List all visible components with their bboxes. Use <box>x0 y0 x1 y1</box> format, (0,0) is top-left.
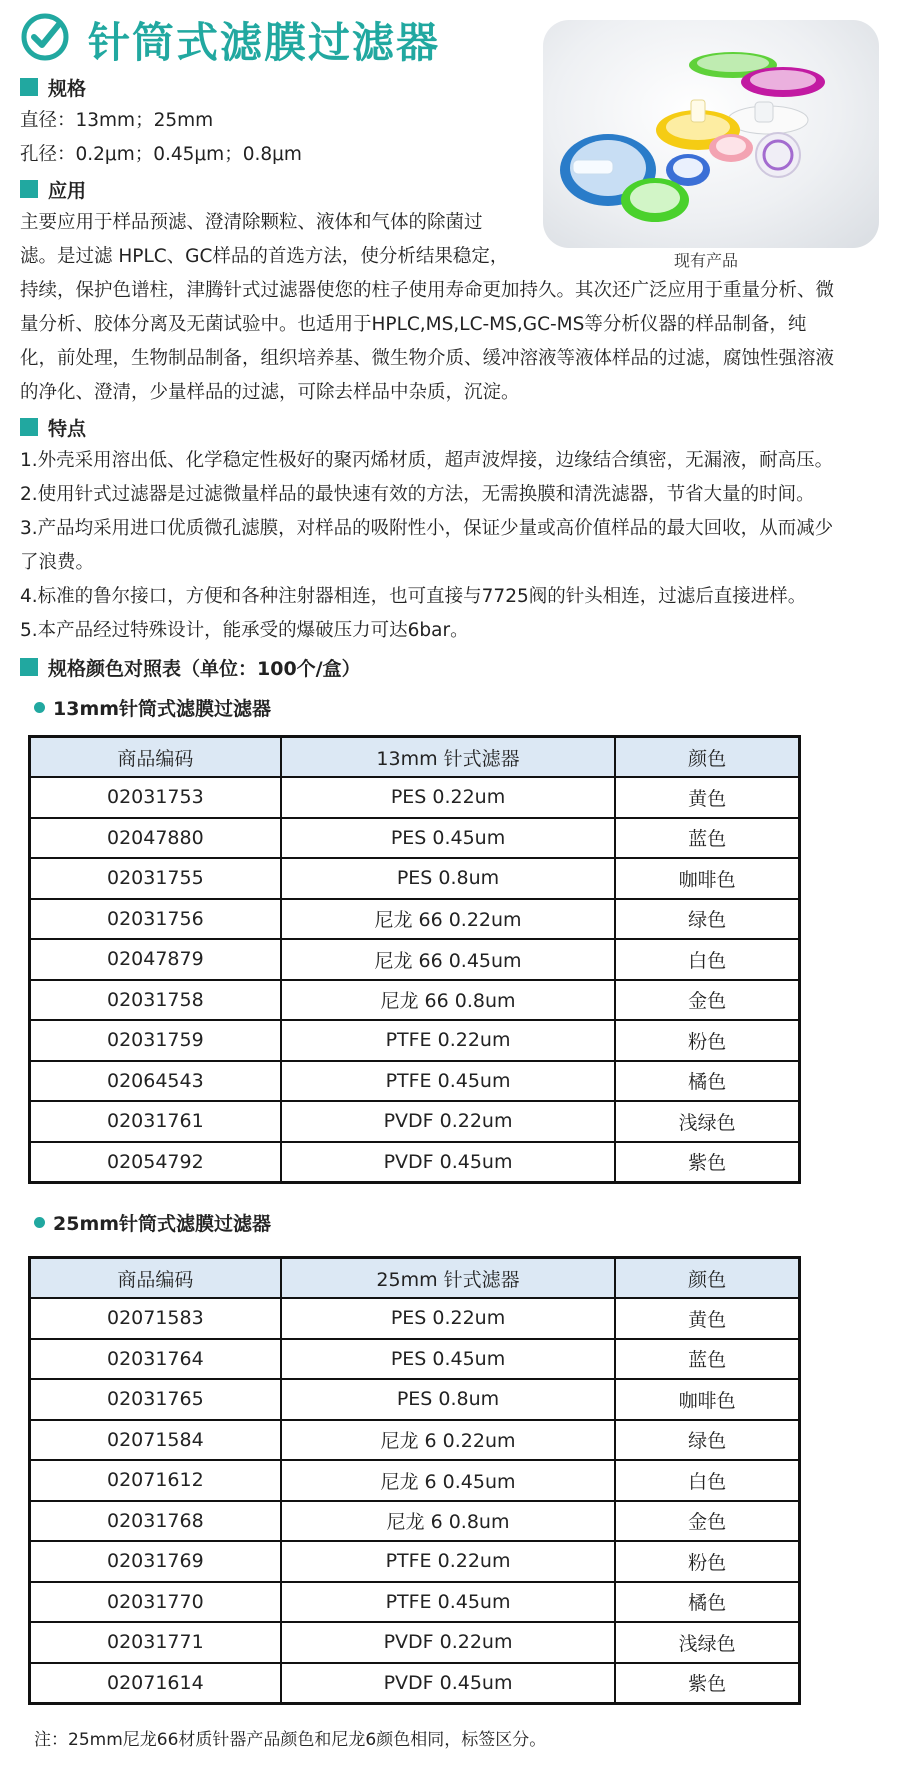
spec-line-diameter: 直径：13mm；25mm <box>20 110 214 131</box>
cell-code: 02031765 <box>30 1379 281 1420</box>
cell-color: 咖啡色 <box>615 858 799 899</box>
header-color: 颜色 <box>615 737 799 778</box>
spec-text <box>20 104 302 172</box>
application-heading: 应用 <box>20 172 86 206</box>
application-line: 持续，保护色谱柱，津腾针式过滤器使您的柱子使用寿命更加持久。其次还广泛应用于重量分析、微 <box>20 280 835 301</box>
cell-filter: 尼龙 6 0.22um <box>281 1420 616 1461</box>
square-bullet-icon <box>20 78 38 96</box>
cell-code: 02031768 <box>30 1501 281 1542</box>
cell-color: 紫色 <box>615 1663 799 1704</box>
table-row <box>30 1420 800 1461</box>
table13-title: 13mm针筒式滤膜过滤器 <box>34 690 271 724</box>
cell-code: 02054792 <box>30 1142 281 1183</box>
table-row <box>30 777 800 818</box>
table-13mm <box>28 735 801 1184</box>
feature-line: 2.使用针式过滤器是过滤微量样品的最快速有效的方法，无需换膜和清洗滤器，节省大量的时间。 <box>20 484 815 505</box>
cell-filter: PTFE 0.45um <box>281 1061 616 1102</box>
filter-white-image <box>728 102 808 134</box>
spec-heading: 规格 <box>20 70 86 104</box>
feature-line: 1.外壳采用溶出低、化学稳定性极好的聚丙烯材质，超声波焊接，边缘结合缜密，无漏液，耐高压。 <box>20 450 834 471</box>
table-row <box>30 899 800 940</box>
cell-filter: 尼龙 66 0.8um <box>281 980 616 1021</box>
feature-line: 了浪费。 <box>20 552 95 573</box>
cell-code: 02047880 <box>30 818 281 859</box>
cell-color: 蓝色 <box>615 1339 799 1380</box>
application-text <box>20 206 870 410</box>
filter-pink-image <box>709 134 753 162</box>
cell-filter: PES 0.22um <box>281 777 616 818</box>
cell-filter: PES 0.8um <box>281 1379 616 1420</box>
table-row <box>30 1501 800 1542</box>
page-title: 针筒式滤膜过滤器 <box>88 18 441 67</box>
cell-color: 浅绿色 <box>615 1101 799 1142</box>
cell-code: 02031771 <box>30 1622 281 1663</box>
header-filter: 25mm 针式滤器 <box>281 1258 616 1299</box>
application-line: 量分析、胶体分离及无菌试验中。也适用于HPLC,MS,LC-MS,GC-MS等分析仪器的样品制备，纯 <box>20 314 807 335</box>
cell-code: 02071614 <box>30 1663 281 1704</box>
cell-filter: PTFE 0.45um <box>281 1582 616 1623</box>
feature-line: 5.本产品经过特殊设计，能承受的爆破压力可达6bar。 <box>20 620 469 641</box>
table-row <box>30 1101 800 1142</box>
table-row <box>30 1541 800 1582</box>
cell-color: 橘色 <box>615 1061 799 1102</box>
table25-title: 25mm针筒式滤膜过滤器 <box>34 1205 271 1239</box>
cell-color: 蓝色 <box>615 818 799 859</box>
cell-color: 绿色 <box>615 899 799 940</box>
cell-code: 02031769 <box>30 1541 281 1582</box>
application-line: 主要应用于样品预滤、澄清除颗粒、液体和气体的除菌过 <box>20 212 483 233</box>
cell-color: 咖啡色 <box>615 1379 799 1420</box>
cell-filter: 尼龙 6 0.45um <box>281 1460 616 1501</box>
filter-magenta-image <box>741 67 825 97</box>
application-line: 化，前处理，生物制品制备，组织培养基、微生物介质、缓冲溶液等液体样品的过滤，腐蚀性强溶液 <box>20 348 835 369</box>
cell-filter: PES 0.22um <box>281 1298 616 1339</box>
cell-code: 02031770 <box>30 1582 281 1623</box>
cell-filter: PTFE 0.22um <box>281 1020 616 1061</box>
cell-filter: PVDF 0.22um <box>281 1101 616 1142</box>
color-table-heading: 规格颜色对照表（单位：100个/盒） <box>20 650 361 684</box>
table-row <box>30 980 800 1021</box>
cell-code: 02071583 <box>30 1298 281 1339</box>
footnote: 注：25mm尼龙66材质针器产品颜色和尼龙6颜色相同，标签区分。 <box>34 1730 547 1750</box>
cell-filter: 尼龙 66 0.45um <box>281 939 616 980</box>
cell-color: 橘色 <box>615 1582 799 1623</box>
table-row <box>30 858 800 899</box>
cell-code: 02031764 <box>30 1339 281 1380</box>
cell-code: 02031759 <box>30 1020 281 1061</box>
features-text <box>20 444 870 648</box>
table-row <box>30 1663 800 1704</box>
spec-line-pore: 孔径：0.2μm；0.45μm；0.8μm <box>20 144 302 165</box>
table-row <box>30 1582 800 1623</box>
table-row <box>30 1339 800 1380</box>
features-heading: 特点 <box>20 410 86 444</box>
table-row <box>30 1020 800 1061</box>
cell-color: 粉色 <box>615 1541 799 1582</box>
cell-filter: 尼龙 66 0.22um <box>281 899 616 940</box>
table-25mm <box>28 1256 801 1705</box>
table-row <box>30 939 800 980</box>
square-bullet-icon <box>20 180 38 198</box>
table-header-row <box>30 1258 800 1299</box>
feature-line: 4.标准的鲁尔接口，方便和各种注射器相连，也可直接与7725阀的针头相连，过滤后直接进样。 <box>20 586 807 607</box>
cell-color: 浅绿色 <box>615 1622 799 1663</box>
filter-clear-image <box>756 133 800 177</box>
cell-code: 02064543 <box>30 1061 281 1102</box>
table-row <box>30 1142 800 1183</box>
cell-filter: PES 0.45um <box>281 1339 616 1380</box>
header-code: 商品编码 <box>30 1258 281 1299</box>
application-line: 滤。是过滤 HPLC、GC样品的首选方法，使分析结果稳定， <box>20 246 509 267</box>
cell-code: 02071584 <box>30 1420 281 1461</box>
table-row <box>30 1622 800 1663</box>
cell-color: 白色 <box>615 939 799 980</box>
cell-filter: PVDF 0.45um <box>281 1142 616 1183</box>
table-row <box>30 1061 800 1102</box>
cell-code: 02031755 <box>30 858 281 899</box>
cell-filter: PVDF 0.22um <box>281 1622 616 1663</box>
cell-color: 白色 <box>615 1460 799 1501</box>
square-bullet-icon <box>20 658 38 676</box>
header-color: 颜色 <box>615 1258 799 1299</box>
table-row <box>30 1460 800 1501</box>
table-row <box>30 1298 800 1339</box>
cell-code: 02047879 <box>30 939 281 980</box>
cell-color: 粉色 <box>615 1020 799 1061</box>
cell-color: 紫色 <box>615 1142 799 1183</box>
cell-color: 黄色 <box>615 777 799 818</box>
check-circle-icon <box>20 12 70 62</box>
cell-color: 绿色 <box>615 1420 799 1461</box>
cell-filter: PTFE 0.22um <box>281 1541 616 1582</box>
application-line: 的净化、澄清，少量样品的过滤，可除去样品中杂质，沉淀。 <box>20 382 520 403</box>
cell-color: 金色 <box>615 980 799 1021</box>
table-header-row <box>30 737 800 778</box>
square-bullet-icon <box>20 418 38 436</box>
cell-filter: PVDF 0.45um <box>281 1663 616 1704</box>
dot-bullet-icon <box>34 1217 45 1228</box>
dot-bullet-icon <box>34 702 45 713</box>
cell-filter: PES 0.8um <box>281 858 616 899</box>
table-row <box>30 818 800 859</box>
cell-code: 02031761 <box>30 1101 281 1142</box>
cell-color: 黄色 <box>615 1298 799 1339</box>
table-row <box>30 1379 800 1420</box>
cell-code: 02031758 <box>30 980 281 1021</box>
cell-code: 02071612 <box>30 1460 281 1501</box>
photo-caption: 现有产品 <box>674 251 739 270</box>
cell-filter: 尼龙 6 0.8um <box>281 1501 616 1542</box>
cell-code: 02031756 <box>30 899 281 940</box>
cell-filter: PES 0.45um <box>281 818 616 859</box>
feature-line: 3.产品均采用进口优质微孔滤膜，对样品的吸附性小，保证少量或高价值样品的最大回收，从而减少 <box>20 518 834 539</box>
header-filter: 13mm 针式滤器 <box>281 737 616 778</box>
header-code: 商品编码 <box>30 737 281 778</box>
cell-color: 金色 <box>615 1501 799 1542</box>
cell-code: 02031753 <box>30 777 281 818</box>
